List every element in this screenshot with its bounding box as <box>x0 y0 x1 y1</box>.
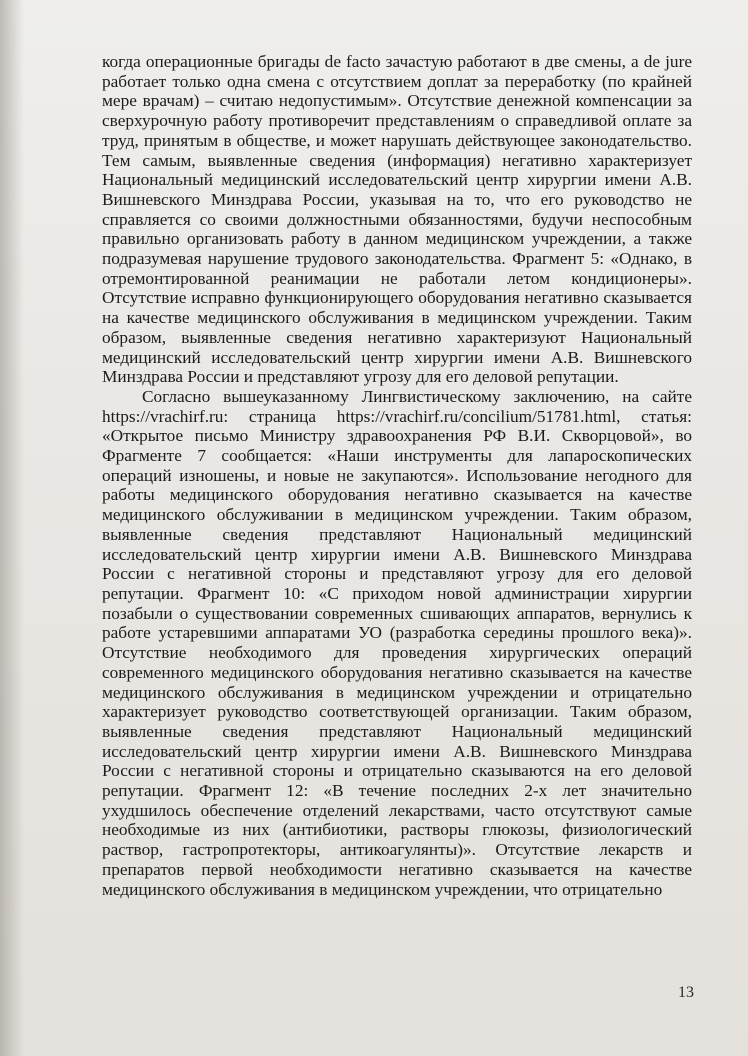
page-number: 13 <box>678 984 694 1001</box>
body-text <box>102 52 692 899</box>
paragraph-continuation: когда операционные бригады de facto зачастую работают в две смены, а de jure работает только одна смена с отсутствием доплат за переработку (по крайней мере врачам) – считаю недопустимым». Отсутствие денежной компенсации за сверхурочную работу противоречит представлениям о справедливой оплате за труд, принятым в обществе, и может нарушать действующее законодательство. Тем самым, выявленные сведения (информация) негативно характеризует Национальный медицинский исследовательский центр хирургии имени А.В. Вишневского Минздрава России, указывая на то, что его руководство не справляется со своими должностными обязанностями, будучи неспособным правильно организовать работу в данном медицинском учреждении, а также подразумевая нарушение трудового законодательства. Фрагмент 5: «Однако, в отремонтированной реанимации не работали летом кондиционеры». Отсутствие исправно функционирующего оборудования негативно сказывается на качестве медицинского обслуживания в медицинском учреждении. Таким образом, выявленные сведения негативно характеризуют Национальный медицинский исследовательский центр хирургии имени А.В. Вишневского Минздрава России и представляют угрозу для его деловой репутации. <box>102 52 692 387</box>
paragraph-linguistic-conclusion: Согласно вышеуказанному Лингвистическому заключению, на сайте https://vrachirf.ru: страница https://vrachirf.ru/concilium/51781.html, статья: «Открытое письмо Министру здравоохранения РФ В.И. Скворцовой», во Фрагменте 7 сообщается: «Наши инструменты для лапароскопических операций изношены, и новые не закупаются». Использование негодного для работы медицинского оборудования негативно сказывается на качестве медицинского обслуживании в медицинском учреждении. Таким образом, выявленные сведения представляют Национальный медицинский исследовательский центр хирургии имени А.В. Вишневского Минздрава России с негативной стороны и представляют угрозу для его деловой репутации. Фрагмент 10: «С приходом новой администрации хирургии позабыли о существовании современных сшивающих аппаратов, вернулись к работе устаревшими аппаратами УО (разработка середины прошлого века)». Отсутствие необходимого для проведения хирургических операций современного медицинского оборудования негативно сказывается на качестве медицинского обслуживания в медицинском учреждении и отрицательно характеризует руководство соответствующей организации. Таким образом, выявленные сведения представляют Национальный медицинский исследовательский центр хирургии имени А.В. Вишневского Минздрава России с негативной стороны и отрицательно сказываются на его деловой репутации. Фрагмент 12: «В течение последних 2-х лет значительно ухудшилось обеспечение отделений лекарствами, часто отсутствуют самые необходимые из них (антибиотики, растворы глюкозы, физиологический раствор, гастропротекторы, антикоагулянты)». Отсутствие лекарств и препаратов первой необходимости негативно сказывается на качестве медицинского обслуживания в медицинском учреждении, что отрицательно <box>102 386 692 899</box>
